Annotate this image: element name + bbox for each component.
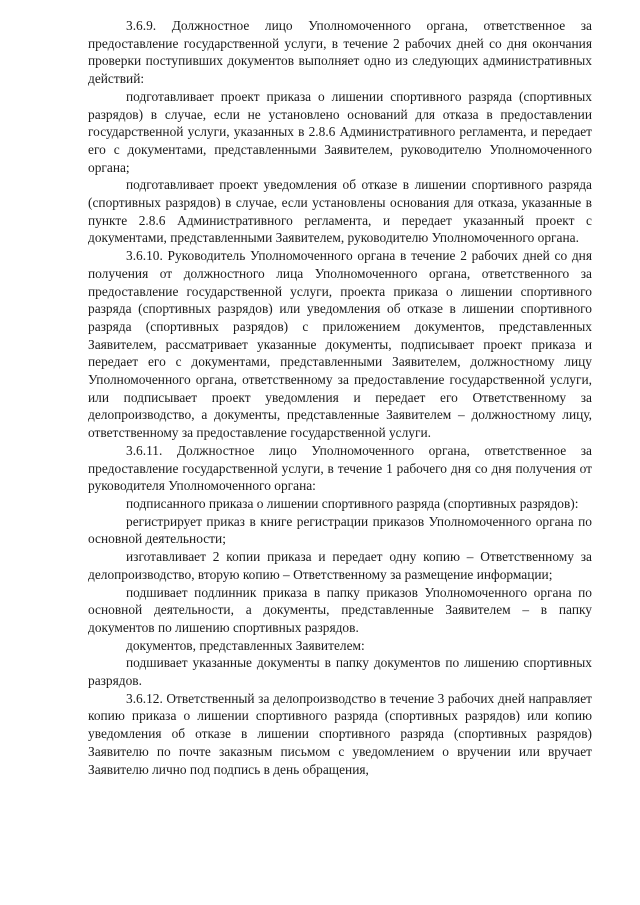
paragraph-make-copies: изготавливает 2 копии приказа и передает одну копию – Ответственному за делопроизводство, вторую копию – Ответственному за размещение информации; (88, 549, 592, 582)
paragraph-3-6-10: 3.6.10. Руководитель Уполномоченного органа в течение 2 рабочих дней со дня получения от должностного лица Уполномоченного органа, ответственного за предоставление государственной услуги, проекта приказа о лишении спортивного разряда (спортивных разрядов) или уведомления об отказе в лишении спортивного разряда (спортивных разрядов) с приложением документов, представленных Заявителем, рассматривает указанные документы, подписывает проект приказа и передает его с документами, представленными Заявителем, должностному лицу Уполномоченного органа, ответственному за предоставление государственной услуги, или подписывает проект уведомления и передает его Ответственному за делопроизводство, а документы, представленные Заявителем – должностному лицу, ответственному за предоставление государственной услуги. (88, 248, 592, 441)
document-page (88, 17, 592, 778)
paragraph-order-draft: подготавливает проект приказа о лишении спортивного разряда (спортивных разрядов) в случае, если не установлено оснований для отказа в предоставлении государственной услуги, указанных в 2.8.6 Административного регламента, и передает его с документами, представленными Заявителем, руководителю Уполномоченного органа; (88, 88, 592, 175)
paragraph-3-6-12: 3.6.12. Ответственный за делопроизводство в течение 3 рабочих дней направляет копию приказа о лишении спортивного разряда (спортивных разрядов) или копию уведомления об отказе в лишении спортивного разряда (спортивных разрядов) Заявителю по почте заказным письмом с уведомлением о вручении или вручает Заявителю лично под подпись в день обращения, (88, 690, 592, 777)
paragraph-file-original: подшивает подлинник приказа в папку приказов Уполномоченного органа по основной деятельности, а документы, представленные Заявителем – в папку документов по лишению спортивных разрядов. (88, 584, 592, 635)
paragraph-applicant-documents: документов, представленных Заявителем: (126, 637, 365, 653)
paragraph-register-order: регистрирует приказ в книге регистрации приказов Уполномоченного органа по основной деятельности; (88, 513, 592, 547)
paragraph-file-documents: подшивает указанные документы в папку документов по лишению спортивных разрядов. (88, 655, 592, 689)
paragraph-3-6-9: 3.6.9. Должностное лицо Уполномоченного органа, ответственное за предоставление государственной услуги, в течение 2 рабочих дней со дня окончания проверки поступивших документов выполняет одно из следующих административных действий: (88, 18, 592, 87)
paragraph-signed-order: подписанного приказа о лишении спортивного разряда (спортивных разрядов): (126, 495, 579, 511)
paragraph-3-6-11: 3.6.11. Должностное лицо Уполномоченного органа, ответственное за предоставление государственной услуги, в течение 1 рабочего дня со дня получения от руководителя Уполномоченного органа: (88, 442, 592, 494)
paragraph-refusal-draft: подготавливает проект уведомления об отказе в лишении спортивного разряда (спортивных разрядов) в случае, если установлены основания для отказа, указанные в пункте 2.8.6 Административного регламента, и передает указанный проект с документами, представленными Заявителем, руководителю Уполномоченного органа. (88, 177, 592, 246)
